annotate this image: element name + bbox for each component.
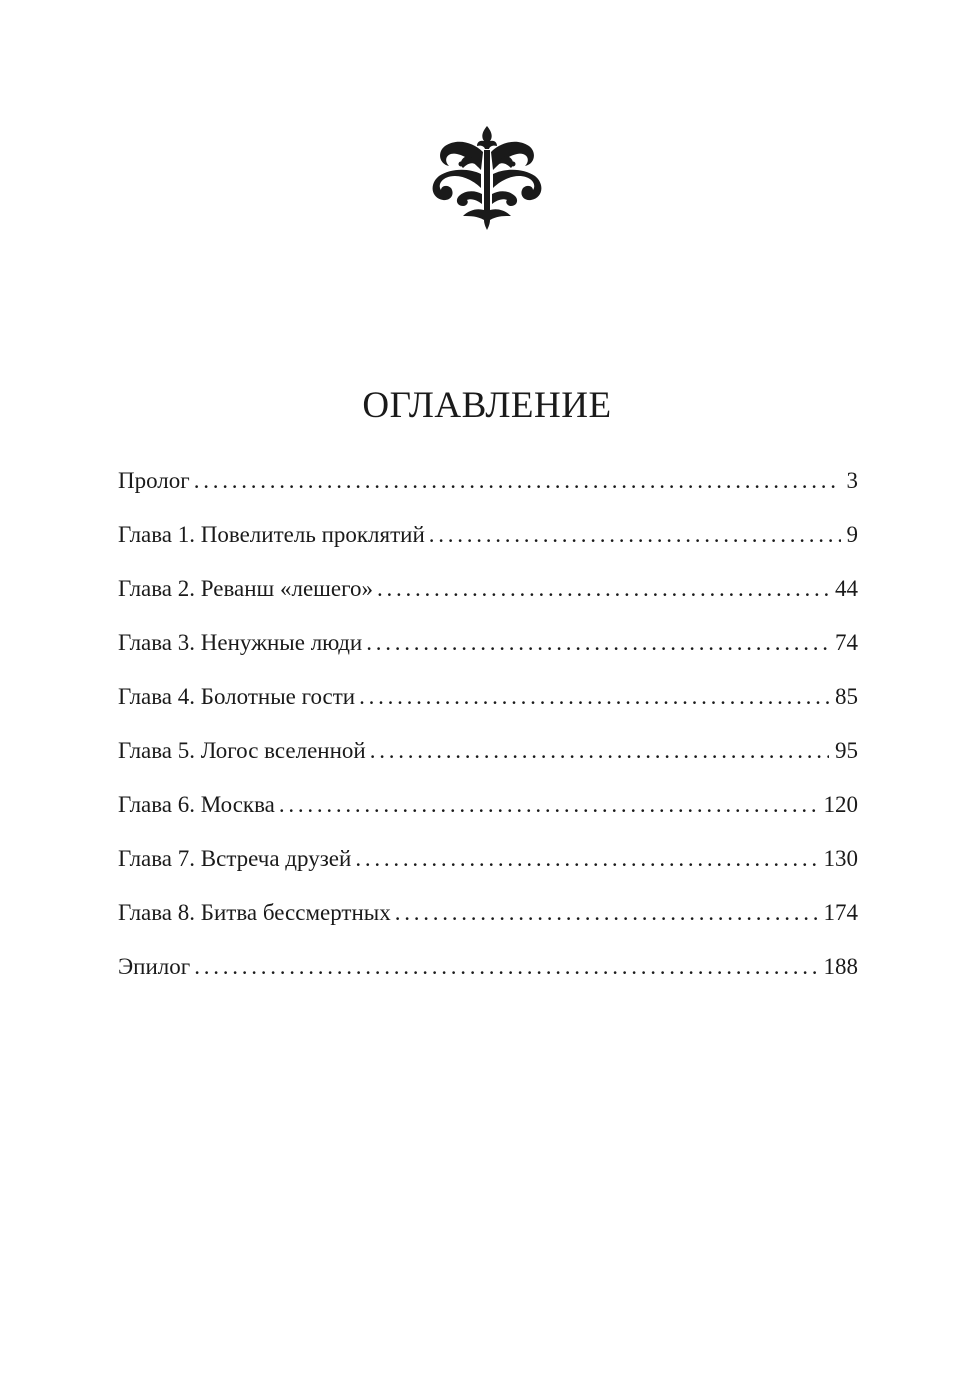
toc-entry-label: Глава 3. Ненужные люди	[118, 630, 363, 655]
toc-list	[118, 464, 858, 1004]
dot-leader	[194, 464, 841, 498]
toc-entry-label: Глава 5. Логос вселенной	[118, 738, 366, 763]
toc-entry-page: 188	[823, 954, 858, 979]
toc-entry[interactable]	[118, 842, 858, 896]
toc-entry-page: 130	[823, 846, 858, 871]
toc-entry-label: Глава 8. Битва бессмертных	[118, 900, 391, 925]
toc-entry-page: 174	[823, 900, 858, 925]
toc-entry[interactable]	[118, 680, 858, 734]
dot-leader	[359, 680, 829, 714]
dot-leader	[429, 518, 841, 552]
toc-entry[interactable]	[118, 464, 858, 518]
dot-leader	[366, 626, 829, 660]
floral-ornament-icon	[427, 124, 547, 232]
toc-entry-page: 85	[835, 684, 858, 709]
toc-entry-page: 74	[835, 630, 858, 655]
toc-entry-label: Глава 6. Москва	[118, 792, 275, 817]
dot-leader	[355, 842, 817, 876]
dot-leader	[395, 896, 818, 930]
toc-entry-page: 95	[835, 738, 858, 763]
toc-entry-page: 3	[846, 468, 858, 493]
toc-entry-label: Глава 1. Повелитель проклятий	[118, 522, 425, 547]
toc-entry-label: Эпилог	[118, 954, 191, 979]
dot-leader	[370, 734, 829, 768]
toc-entry[interactable]	[118, 950, 858, 1004]
toc-entry-label: Глава 2. Реванш «лешего»	[118, 576, 373, 601]
toc-entry-label: Глава 4. Болотные гости	[118, 684, 356, 709]
toc-entry[interactable]	[118, 518, 858, 572]
toc-entry[interactable]	[118, 626, 858, 680]
toc-entry[interactable]	[118, 896, 858, 950]
toc-entry-label: Глава 7. Встреча друзей	[118, 846, 352, 871]
dot-leader	[194, 950, 817, 984]
toc-entry-page: 9	[846, 522, 858, 547]
dot-leader	[377, 572, 829, 606]
dot-leader	[279, 788, 818, 822]
toc-entry-page: 120	[823, 792, 858, 817]
toc-entry-page: 44	[835, 576, 858, 601]
toc-entry-label: Пролог	[118, 468, 190, 493]
toc-entry[interactable]	[118, 572, 858, 626]
toc-entry[interactable]	[118, 734, 858, 788]
page-title: ОГЛАВЛЕНИЕ	[362, 385, 612, 426]
toc-entry[interactable]	[118, 788, 858, 842]
